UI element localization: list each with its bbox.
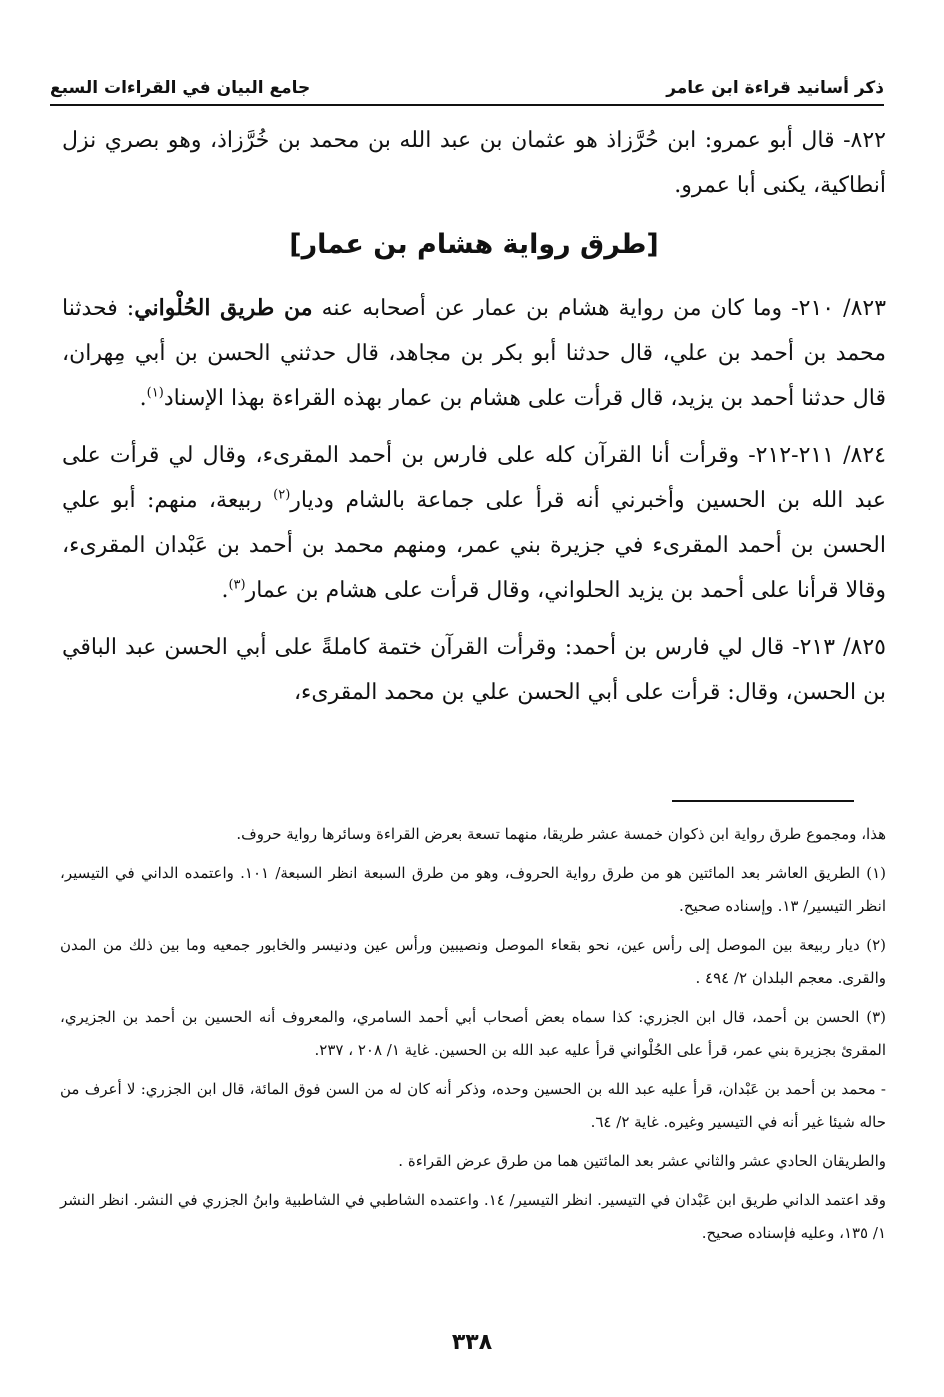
footnote-3-note: والطريقان الحادي عشر والثاني عشر بعد المائتين هما من طرق عرض القراءة . <box>398 1152 886 1170</box>
footnote-ref-2: (٢) <box>273 487 291 503</box>
footnote-ref-1: (١) <box>146 385 164 401</box>
page-number: ٣٣٨ <box>451 1330 493 1355</box>
p823-lead: ٨٢٣/ ٢١٠- وما كان من رواية هشام بن عمار عن أصحابه عنه <box>312 296 887 321</box>
section-title: [طرق رواية هشام بن عمار] <box>289 229 659 260</box>
main-text <box>62 118 886 727</box>
p823-body: : فحدثنا محمد بن أحمد بن علي، قال حدثنا أبو بكر بن مجاهد، قال حدثني الحسن بن أبي مِهران، قال حدثنا أحمد بن يزيد، قال قرأت على هشام بن عمار بهذه القراءة بهذا الإسناد <box>62 296 886 411</box>
footnote-3-reliance: وقد اعتمد الداني طريق ابن عَبْدان في التيسير. انظر التيسير/ ١٤. واعتمده الشاطبي في الشاطبية وابنُ الجزري في النشر. انظر النشر ١/ ١٣٥، وعليه فإسناده صحيح. <box>60 1191 886 1242</box>
running-head-book-title: جامع البيان في القراءات السبع <box>50 78 311 98</box>
footnotes <box>60 818 886 1256</box>
footnote-separator <box>672 800 854 802</box>
footnote-2: (٢) ديار ربيعة بين الموصل إلى رأس عين، نحو بقعاء الموصل ونصيبين ورأس عين ودنيسر والخابور جمعيه وما بين ذلك من المدن والقرى. معجم البلدان ٢/ ٤٩٤ . <box>60 936 886 987</box>
p824-end: . <box>221 578 229 603</box>
footnote-intro: هذا، ومجموع طرق رواية ابن ذكوان خمسة عشر طريقا، منهما تسعة بعرض القراءة وسائرها رواية حروف. <box>236 825 886 843</box>
footnote-3: (٣) الحسن بن أحمد، قال ابن الجزري: كذا سماه بعض أصحاب أبي أحمد السامري، والمعروف أنه الحسين بن أحمد بن الجزيري، المقرئ بجزيرة بني عمر، قرأ على الحُلْواني قرأ عليه عبد الله بن الحسين. غاية ١/ ٢٠٨ ، ٢٣٧. <box>60 1008 886 1059</box>
p823-bold-phrase: من طريق الحُلْواني <box>134 295 313 321</box>
paragraph-823 <box>62 286 886 421</box>
paragraph-824 <box>62 433 886 613</box>
running-head <box>50 58 884 106</box>
footnote-3-continued: - محمد بن أحمد بن عَبْدان، قرأ عليه عبد الله بن الحسين وحده، وذكر أنه كان له من السن فوق المائة، قال ابن الجزري: لا أعرف من حاله شيئا غير أنه في التيسير وغيره. غاية ٢/ ٦٤. <box>60 1080 886 1131</box>
running-head-chapter-title: ذكر أسانيد قراءة ابن عامر <box>666 78 884 98</box>
p824-lead: ٨٢٤/ ٢١١-٢١٢- وقرأت أنا القرآن كله على فارس بن أحمد المقرىء، وقال لي قرأت على عبد الله بن الحسين وأخبرني أنه قرأ على جماعة بالشام وديار <box>62 443 886 513</box>
p824-body: ربيعة، منهم: أبو علي الحسن بن أحمد المقرىء في جزيرة بني عمر، ومنهم محمد بن أحمد بن عَبْدان المقرىء، وقالا قرأنا على أحمد بن يزيد الحلواني، وقال قرأت على هشام بن عمار <box>62 488 886 603</box>
paragraph-825: ٨٢٥/ ٢١٣- قال لي فارس بن أحمد: وقرأت القرآن ختمة كاملةً على أبي الحسن عبد الباقي بن الحسن، وقال: قرأت على أبي الحسن علي بن محمد المقرىء، <box>62 635 886 705</box>
paragraph-822: ٨٢٢- قال أبو عمرو: ابن حُرَّزاذ هو عثمان بن عبد الله بن محمد بن خُرَّزاذ، وهو بصري نزل أنطاكية، يكنى أبا عمرو. <box>62 128 886 198</box>
footnote-1: (١) الطريق العاشر بعد المائتين هو من طرق رواية الحروف، وهو من طرق السبعة انظر السبعة/ ١٠١. واعتمده الداني في التيسير، انظر التيسير/ ١٣. وإسناده صحيح. <box>60 864 886 915</box>
footnote-ref-3: (٣) <box>228 577 246 593</box>
p823-end: . <box>139 386 147 411</box>
